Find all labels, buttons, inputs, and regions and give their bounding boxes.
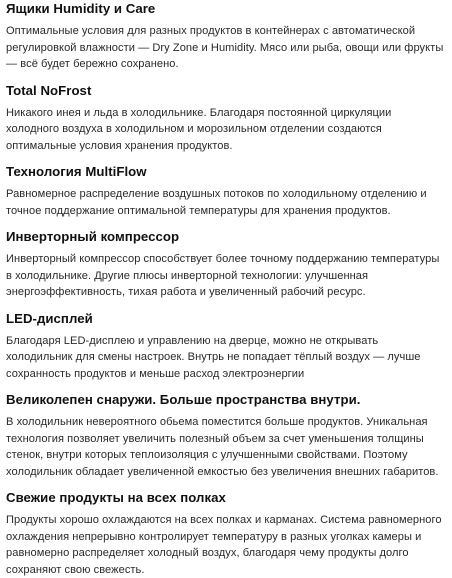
feature-title: Ящики Humidity и Care — [6, 1, 156, 16]
feature-description: Инверторный компрессор способствует более точному поддержанию температуры в холодильнике. Другие плюсы инверторной технологии: улучшенная энергоэффективность, тихая работа и увеличенный рабочий ресурс. — [6, 253, 440, 298]
feature-fresh-all-shelves — [6, 489, 446, 578]
feature-description: В холодильник невероятного обьема поместится больше продуктов. Уникальная технология позволяет увеличить полезный объем за счет уменьшения толщины стенок, внутри которых теплоизоляция с улучшенными свойствами. Поэтому холодильник обладает увеличенной емкостью без увеличения внешних габаритов. — [6, 416, 439, 478]
feature-description: Благодаря LED-дисплею и управлению на дверце, можно не открывать холодильник для смены настроек. Внутрь не попадает тёплый воздух — лучше сохранность продуктов и меньше расход электроэнергии — [6, 334, 421, 380]
feature-title: LED-дисплей — [6, 310, 93, 326]
feature-description: Продукты хорошо охлаждаются на всех полках и карманах. Система равномерного охлаждения непрерывно контролирует температуру в разных уголках камеры и равномерно распределяет холодный воздух, благодаря чему продукты долго сохраняют свою свежесть. — [6, 514, 442, 576]
feature-title: Свежие продукты на всех полках — [6, 490, 226, 505]
feature-led-display — [6, 310, 446, 383]
feature-description: Никакого инея и льда в холодильнике. Благодаря постоянной циркуляции холодного воздуха в холодильном и морозильном отделении создаются оптимальные условия хранения продуктов. — [6, 106, 392, 152]
feature-title: Технология MultiFlow — [6, 164, 147, 179]
feature-title: Великолепен снаружи. Больше пространства внутри. — [6, 392, 361, 407]
feature-total-nofrost — [6, 82, 446, 155]
feature-title: Total NoFrost — [6, 82, 92, 98]
feature-inverter-compressor — [6, 228, 446, 301]
feature-humidity-care — [6, 0, 446, 73]
feature-multiflow — [6, 163, 446, 219]
feature-title: Инверторный компрессор — [6, 229, 180, 244]
feature-description: Оптимальные условия для разных продуктов в контейнерах с автоматической регулировкой влажности — Dry Zone и Humidity. Мясо или рыба, овощи или фрукты — всё будет бережно сохранено. — [6, 25, 444, 70]
feature-description: Равномерное распределение воздушных потоков по холодильному отделению и точное поддержание оптимальной температуры для хранения продуктов. — [6, 188, 427, 217]
feature-more-space — [6, 391, 446, 480]
